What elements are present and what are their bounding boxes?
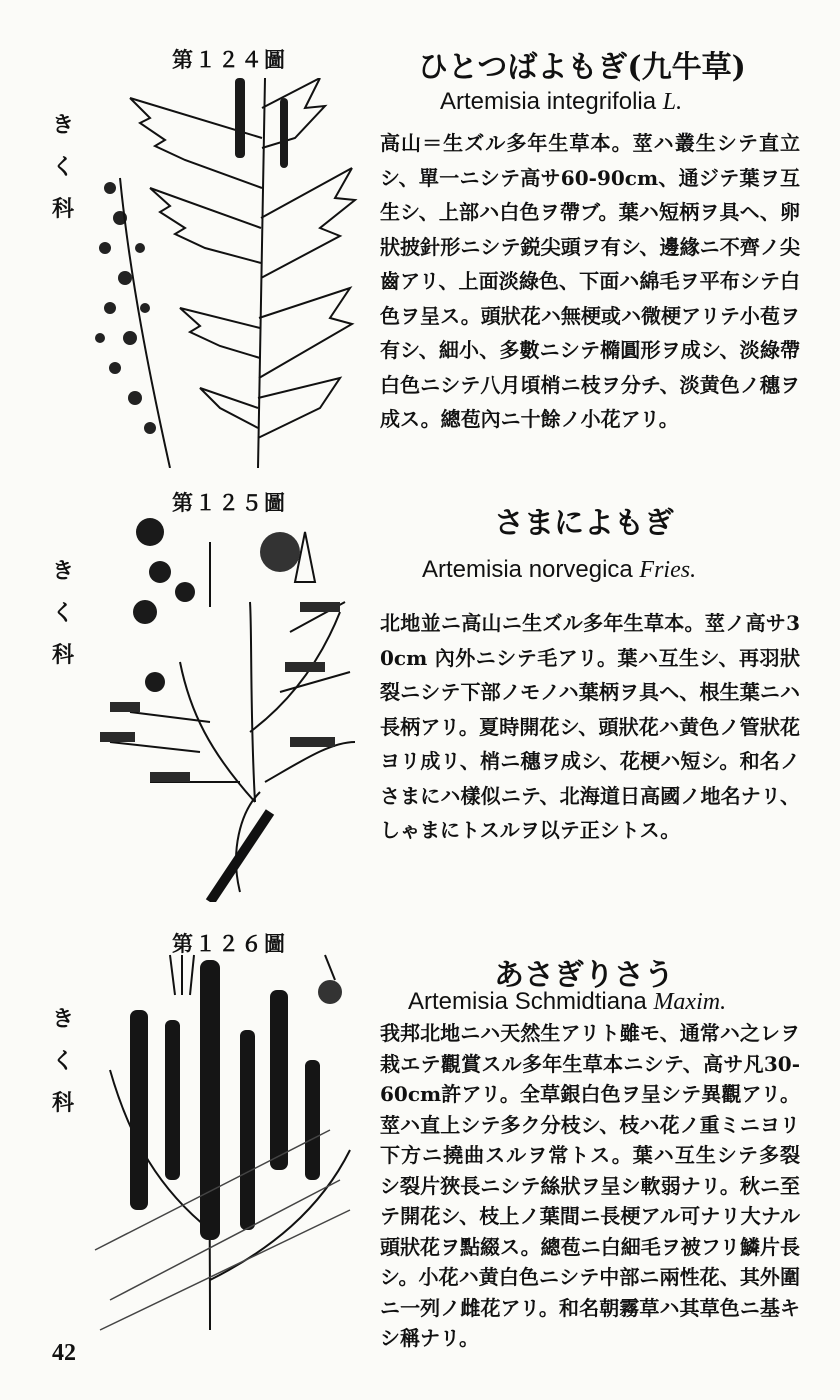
family-label-char: く bbox=[51, 600, 74, 626]
entry-title bbox=[418, 42, 746, 86]
family-label bbox=[48, 104, 78, 230]
family-label-char: き bbox=[51, 1006, 74, 1032]
latin-binomial: Artemisia Schmidtiana bbox=[408, 988, 647, 1015]
plant-illustration bbox=[90, 512, 360, 902]
description-text: 北地並ニ高山ニ生ズル多年生草本。莖ノ高サ30cm 內外ニシテ毛アリ。葉ハ互生シ、再羽狀裂ニシテ下部ノモノハ葉柄ヲ具ヘ、根生葉ニハ長柄アリ。夏時開花シ、頭狀花ハ黄色ノ管狀花ヨリ成リ、梢ニ穗ヲ成シ、花梗ハ短シ。和名ノさまにハ樣似ニテ、北海道日高國ノ地名ナリ、しゃまにトスルヲ以テ正シトス。 bbox=[380, 611, 800, 842]
plant-illustration bbox=[90, 78, 360, 468]
latin-author: Maxim. bbox=[653, 989, 727, 1015]
latin-author: Fries. bbox=[639, 557, 697, 583]
family-label-char: く bbox=[51, 154, 74, 180]
page-number: 42 bbox=[52, 1340, 76, 1366]
figure-label: 第１２５圖 bbox=[172, 490, 287, 515]
family-label-char: く bbox=[51, 1048, 74, 1074]
latin-author: L. bbox=[662, 89, 683, 115]
entry-title bbox=[494, 498, 674, 542]
latin-name bbox=[408, 988, 726, 1016]
latin-name bbox=[422, 556, 696, 584]
latin-binomial: Artemisia norvegica bbox=[422, 556, 633, 583]
description-text: 高山＝生ズル多年生草本。莖ハ叢生シテ直立シ、單一ニシテ高サ60-90cm、通ジテ葉ヲ互生シ、上部ハ白色ヲ帶ブ。葉ハ短柄ヲ具ヘ、卵狀披針形ニシテ鋭尖頭ヲ有シ、邊緣ニ不齊ノ尖齒アリ、上面淡綠色、下面ハ綿毛ヲ平布シテ白色ヲ呈ス。頭狀花ハ無梗或ハ微梗アリテ小苞ヲ有シ、細小、多數ニシテ橢圓形ヲ成シ、淡綠帶白色ニシテ八月頃梢ニ枝ヲ分チ、淡黄色ノ穗ヲ成ス。總苞內ニ十餘ノ小花アリ。 bbox=[380, 131, 800, 431]
title-kana: ひとつばよもぎ bbox=[418, 50, 628, 85]
figure-label: 第１２６圖 bbox=[172, 931, 287, 956]
figure-label: 第１２４圖 bbox=[172, 47, 287, 72]
family-label-char: 科 bbox=[51, 196, 74, 222]
family-label-char: 科 bbox=[51, 642, 74, 668]
latin-name bbox=[440, 88, 682, 116]
family-label-char: き bbox=[51, 112, 74, 138]
title-kana: さまによもぎ bbox=[494, 506, 674, 541]
latin-binomial: Artemisia integrifolia bbox=[440, 88, 657, 115]
family-label bbox=[48, 550, 78, 676]
title-kana: あさぎりさう bbox=[494, 958, 674, 993]
family-label-char: 科 bbox=[51, 1090, 74, 1116]
plant-illustration bbox=[90, 950, 360, 1340]
family-label-char: き bbox=[51, 558, 74, 584]
title-kanji: (九牛草) bbox=[627, 50, 746, 85]
description-text: 我邦北地ニハ天然生アリト雖モ、通常ハ之レヲ栽エテ觀賞スル多年生草本ニシテ、高サ凡30-60cm許アリ。全草銀白色ヲ呈シテ異觀アリ。莖ハ直上シテ多ク分枝シ、枝ハ花ノ重ミニヨリ下方ニ撓曲スルヲ常トス。葉ハ互生シテ多裂シ裂片狹長ニシテ絲狀ヲ呈シ軟弱ナリ。秋ニ至テ開花シ、枝上ノ葉間ニ長梗アル可ナリ大ナル頭狀花ヲ點綴ス。總苞ニ白細毛ヲ被フリ鱗片長シ。小花ハ黄白色ニシテ中部ニ兩性花、其外圍ニ一列ノ雌花アリ。和名朝霧草ハ其草色ニ基キシ稱ナリ。 bbox=[380, 1021, 800, 1350]
family-label bbox=[48, 998, 78, 1124]
